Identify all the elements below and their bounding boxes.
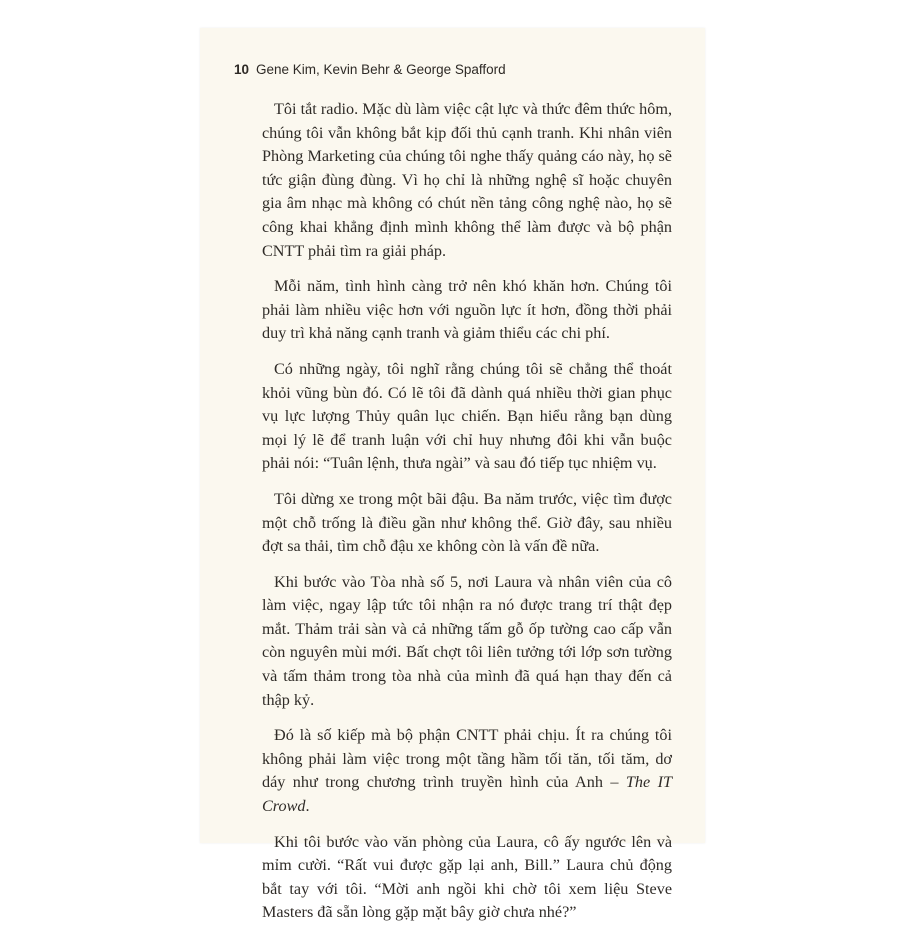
book-page [200, 28, 705, 922]
paragraph-7: Khi tôi bước vào văn phòng của Laura, cô ấy ngước lên và mỉm cười. “Rất vui được gặp lại anh, Bill.” Laura chủ động bắt tay với tôi. “Mời anh ngồi khi chờ tôi xem liệu Steve Masters đã sẵn lòng gặp mặt bây giờ chưa nhé?” [262, 832, 672, 922]
paragraph-6-text: Đó là số kiếp mà bộ phận CNTT phải chịu. Ít ra chúng tôi không phải làm việc trong một tầng hầm tối tăn, tối tăm, dơ dáy như trong chương trình truyền hình của Anh – [262, 726, 672, 792]
paragraph-5: Khi bước vào Tòa nhà số 5, nơi Laura và nhân viên của cô làm việc, ngay lập tức tôi nhận ra nó được trang trí thật đẹp mắt. Thảm trải sàn và cả những tấm gỗ ốp tường cao cấp vẫn còn nguyên mùi mới. Bất chợt tôi liên tưởng tới lớp sơn tường và tấm thảm trong tòa nhà của mình đã quá hạn thay đến cả thập kỷ. [262, 572, 672, 709]
author-names: Gene Kim, Kevin Behr & George Spafford [256, 62, 506, 77]
page-number: 10 [234, 62, 250, 77]
paragraph-6 [262, 724, 672, 818]
paragraph-6-tail: . [305, 797, 310, 816]
paragraph-4: Tôi dừng xe trong một bãi đậu. Ba năm trước, việc tìm được một chỗ trống là điều gần như không thể. Giờ đây, sau nhiều đợt sa thải, tìm chỗ đậu xe không còn là vấn đề nữa. [262, 489, 672, 556]
show-title: The IT Crowd [262, 773, 672, 816]
paragraph-2: Mỗi năm, tình hình càng trở nên khó khăn hơn. Chúng tôi phải làm nhiều việc hơn với nguồn lực ít hơn, đồng thời phải duy trì khả năng cạnh tranh và giảm thiểu các chi phí. [262, 277, 672, 343]
body-text [262, 98, 672, 937]
paragraph-1: Tôi tắt radio. Mặc dù làm việc cật lực và thức đêm thức hôm, chúng tôi vẫn không bắt kịp đối thủ cạnh tranh. Khi nhân viên Phòng Marketing của chúng tôi nghe thấy quảng cáo này, họ sẽ tức giận đùng đùng. Vì họ chỉ là những nghệ sĩ hoặc chuyên gia âm nhạc mà không có chút nền tảng công nghệ nào, họ sẽ công khai khẳng định mình không thể làm được và bộ phận CNTT phải tìm ra giải pháp. [262, 100, 672, 260]
running-head [234, 62, 506, 77]
paragraph-3: Có những ngày, tôi nghĩ rằng chúng tôi sẽ chẳng thể thoát khỏi vũng bùn đó. Có lẽ tôi đã dành quá nhiều thời gian phục vụ lực lượng Thủy quân lục chiến. Bạn hiểu rằng bạn dùng mọi lý lẽ để tranh luận với chỉ huy nhưng đôi khi vẫn buộc phải nói: “Tuân lệnh, thưa ngài” và sau đó tiếp tục nhiệm vụ. [262, 359, 672, 473]
